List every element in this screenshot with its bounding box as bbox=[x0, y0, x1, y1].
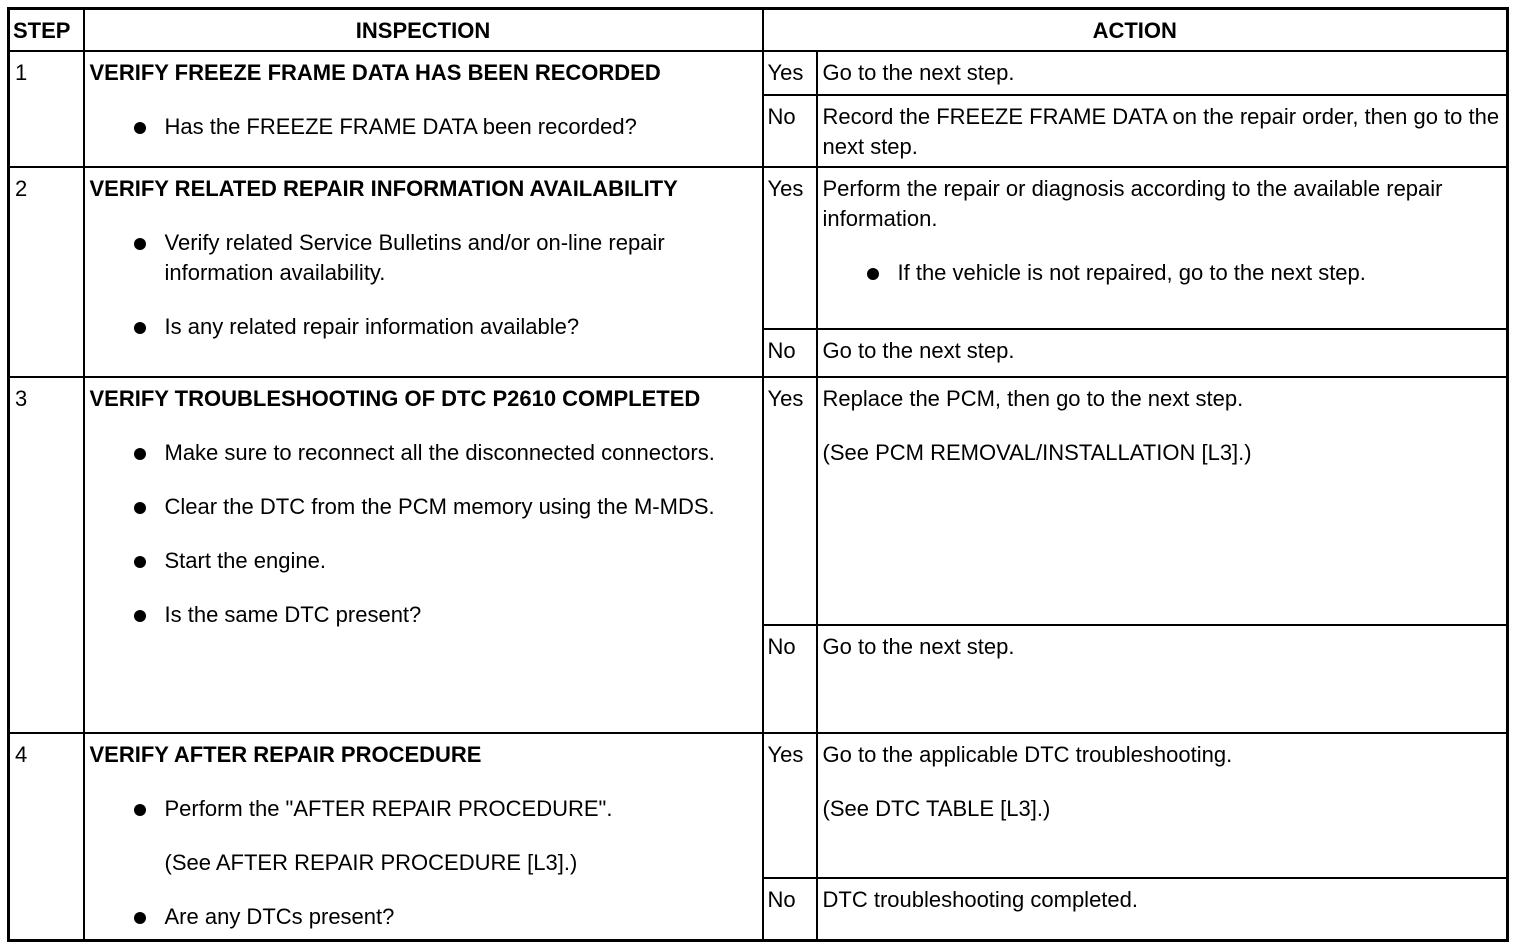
no-label: No bbox=[763, 625, 817, 733]
step-number: 2 bbox=[9, 167, 84, 377]
step-title: VERIFY FREEZE FRAME DATA HAS BEEN RECORDED bbox=[89, 60, 661, 85]
bullet-dot-icon bbox=[134, 322, 146, 334]
bullet-dot-icon bbox=[134, 122, 146, 134]
bullet-dot-icon bbox=[867, 268, 879, 280]
reference-note: (See PCM REMOVAL/INSTALLATION [L3].) bbox=[822, 440, 1252, 465]
inspection-cell bbox=[84, 167, 763, 377]
header-inspection: INSPECTION bbox=[84, 9, 763, 52]
bullet-item: Are any DTCs present? bbox=[90, 902, 757, 932]
yes-label: Yes bbox=[763, 167, 817, 329]
bullet-dot-icon bbox=[134, 502, 146, 514]
no-action: DTC troubleshooting completed. bbox=[817, 878, 1508, 941]
reference-note: (See DTC TABLE [L3].) bbox=[822, 796, 1051, 821]
bullet-item: Is the same DTC present? bbox=[90, 600, 757, 630]
yes-action-text: Go to the applicable DTC troubleshooting. bbox=[822, 742, 1233, 767]
yes-action bbox=[817, 733, 1508, 878]
bullet-item: Start the engine. bbox=[90, 546, 757, 576]
yes-action bbox=[817, 167, 1508, 329]
step-number: 3 bbox=[9, 377, 84, 733]
yes-label: Yes bbox=[763, 377, 817, 625]
step-row-4 bbox=[9, 733, 1508, 878]
diagnostic-procedure-table bbox=[7, 7, 1509, 942]
bullet-dot-icon bbox=[134, 804, 146, 816]
step-title: VERIFY TROUBLESHOOTING OF DTC P2610 COMPLETED bbox=[89, 386, 701, 411]
step-number: 1 bbox=[9, 51, 84, 167]
step-row-1 bbox=[9, 51, 1508, 95]
bullet-item: Perform the "AFTER REPAIR PROCEDURE". bbox=[90, 794, 757, 824]
bullet-dot-icon bbox=[134, 238, 146, 250]
inspection-cell bbox=[84, 51, 763, 167]
bullet-item: Has the FREEZE FRAME DATA been recorded? bbox=[90, 112, 757, 142]
no-action: Go to the next step. bbox=[817, 329, 1508, 377]
reference-note: (See AFTER REPAIR PROCEDURE [L3].) bbox=[164, 850, 578, 875]
step-row-2 bbox=[9, 167, 1508, 329]
bullet-item: Make sure to reconnect all the disconnected connectors. bbox=[90, 438, 757, 468]
step-row-3 bbox=[9, 377, 1508, 625]
no-label: No bbox=[763, 329, 817, 377]
yes-action-text: Replace the PCM, then go to the next step. bbox=[822, 386, 1244, 411]
action-bullet: If the vehicle is not repaired, go to the next step. bbox=[823, 258, 1502, 288]
bullet-item: Verify related Service Bulletins and/or on-line repair information availability. bbox=[90, 228, 757, 288]
bullet-dot-icon bbox=[134, 610, 146, 622]
inspection-cell bbox=[84, 733, 763, 941]
yes-label: Yes bbox=[763, 51, 817, 95]
header-step: STEP bbox=[9, 9, 84, 52]
no-action: Record the FREEZE FRAME DATA on the repair order, then go to the next step. bbox=[817, 95, 1508, 167]
bullet-dot-icon bbox=[134, 912, 146, 924]
step-number: 4 bbox=[9, 733, 84, 941]
yes-action: Go to the next step. bbox=[817, 51, 1508, 95]
inspection-cell bbox=[84, 377, 763, 733]
header-row bbox=[9, 9, 1508, 52]
bullet-item: Is any related repair information available? bbox=[90, 312, 757, 342]
yes-action-text: Perform the repair or diagnosis according to the available repair information. bbox=[822, 176, 1443, 231]
yes-label: Yes bbox=[763, 733, 817, 878]
step-title: VERIFY AFTER REPAIR PROCEDURE bbox=[89, 742, 482, 767]
no-label: No bbox=[763, 95, 817, 167]
bullet-dot-icon bbox=[134, 556, 146, 568]
header-action: ACTION bbox=[763, 9, 1508, 52]
step-title: VERIFY RELATED REPAIR INFORMATION AVAILABILITY bbox=[89, 176, 678, 201]
bullet-dot-icon bbox=[134, 448, 146, 460]
no-action: Go to the next step. bbox=[817, 625, 1508, 733]
no-label: No bbox=[763, 878, 817, 941]
bullet-item: Clear the DTC from the PCM memory using the M-MDS. bbox=[90, 492, 757, 522]
yes-action bbox=[817, 377, 1508, 625]
